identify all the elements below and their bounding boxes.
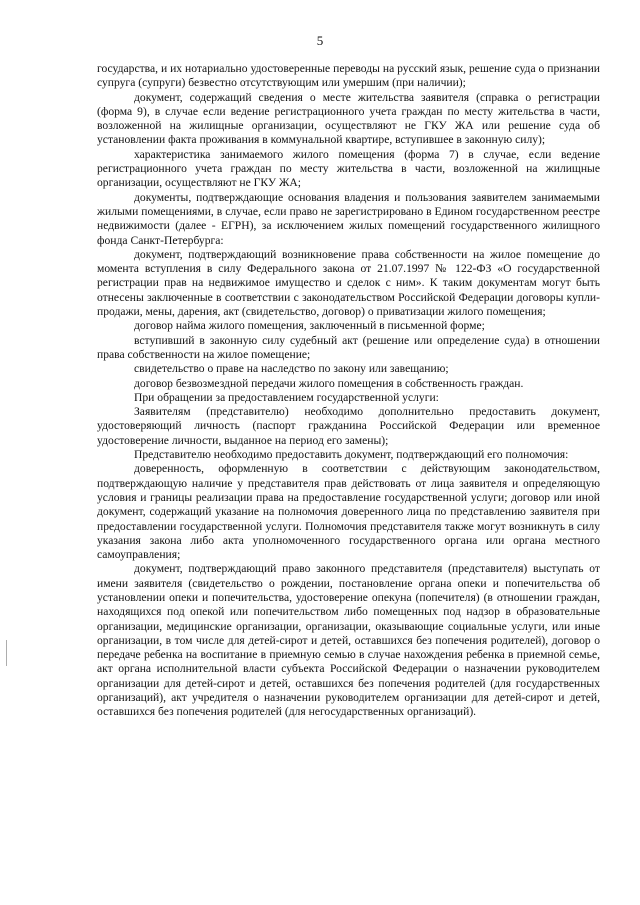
margin-scan-mark bbox=[6, 640, 11, 666]
paragraph-housing-characteristic: характеристика занимаемого жилого помещения (форма 7) в случае, если ведение регистрационного учета граждан по месту жительства в части, возложенной на жилищные организации, осуществляют не ГКУ ЖА; bbox=[97, 147, 600, 190]
paragraph-ownership-before-1997: документ, подтверждающий возникновение права собственности на жилое помещение до момента вступления в силу Федерального закона от 21.07.1997 № 122-ФЗ «О государственной регистрации прав на недвижимое имущество и сделок с ним». К таким документам могут быть отнесены заключенные в соответствии с законодательством Российской Федерации договоры купли-продажи, мены, дарения, акт (свидетельство, договор) о приватизации жилого помещения; bbox=[97, 247, 600, 319]
paragraph-legal-representative: документ, подтверждающий право законного представителя (представителя) выступать от имени заявителя (свидетельство о рождении, постановление органа опеки и попечительства об установлении опеки и попечительства, удостоверение опекуна (попечителя) (в отношении граждан, находящихся под опекой или попечительством либо помещенных под надзор в образовательные организации, медицинские организации, организации, оказывающие социальные услуги, или иные организации, в том числе для детей-сирот и детей, оставшихся без попечения родителей), договор о передаче ребенка на воспитание в приемную семью в случае нахождения ребенка в приемной семье, акт органа исполнительной власти субъекта Российской Федерации о назначении руководителем организации для детей-сирот и детей, оставшихся без попечения родителей (для государственных организаций), акт учредителя о назначении руководителем организации для детей-сирот и детей, оставшихся без попечения родителей (для негосударственных организаций). bbox=[97, 562, 600, 719]
paragraph-continuation: государства, и их нотариально удостоверенные переводы на русский язык, решение суда о признании супруга (супруги) безвестно отсутствующим или умершим (при наличии); bbox=[97, 62, 600, 90]
paragraph-power-of-attorney: доверенность, оформленную в соответствии с действующим законодательством, подтверждающую наличие у представителя прав действовать от лица заявителя и определяющую условия и границы реализации права на предоставление государственной услуги; договор или иной документ, содержащий указание на полномочия доверенного лица по представлению заявителя при предоставлении государственной услуги. Полномочия представителя также могут возникнуть в силу указания закона либо акта уполномоченного государственного органа или органа местного самоуправления; bbox=[97, 462, 600, 562]
paragraph-representative-authority: Представителю необходимо предоставить документ, подтверждающий его полномочия: bbox=[134, 448, 569, 462]
paragraph-court-decision: вступивший в законную силу судебный акт (решение или определение суда) в отношении права собственности на жилое помещение; bbox=[97, 333, 600, 361]
paragraph-inheritance-certificate: свидетельство о праве на наследство по закону или завещанию; bbox=[134, 362, 449, 376]
paragraph-rental-agreement: договор найма жилого помещения, заключенный в письменной форме; bbox=[134, 319, 485, 333]
page-number: 5 bbox=[316, 33, 324, 48]
paragraph-free-transfer-agreement: договор безвозмездной передачи жилого помещения в собственность граждан. bbox=[134, 376, 524, 390]
paragraph-when-applying: При обращении за предоставлением государственной услуги: bbox=[134, 390, 439, 404]
paragraph-residence-document: документ, содержащий сведения о месте жительства заявителя (справка о регистрации (форма 9), в случае если ведение регистрационного учета граждан по месту жительства в части, возложенной на жилищные организации, осуществляют не ГКУ ЖА или решение суда об установлении факта проживания в коммунальной квартире, вступившее в законную силу); bbox=[97, 90, 600, 147]
paragraph-ownership-documents: документы, подтверждающие основания владения и пользования заявителем занимаемыми жилыми помещениями, в случае, если право не зарегистрировано в Едином государственном реестре недвижимости (далее - ЕГРН), за исключением жилых помещений государственного жилищного фонда Санкт-Петербурга: bbox=[97, 190, 600, 247]
paragraph-identity-document: Заявителям (представителю) необходимо дополнительно предоставить документ, удостоверяющий личность (паспорт гражданина Российской Федерации или временное удостоверение личности, выданное на период его замены); bbox=[97, 405, 600, 447]
document-body bbox=[97, 62, 600, 720]
